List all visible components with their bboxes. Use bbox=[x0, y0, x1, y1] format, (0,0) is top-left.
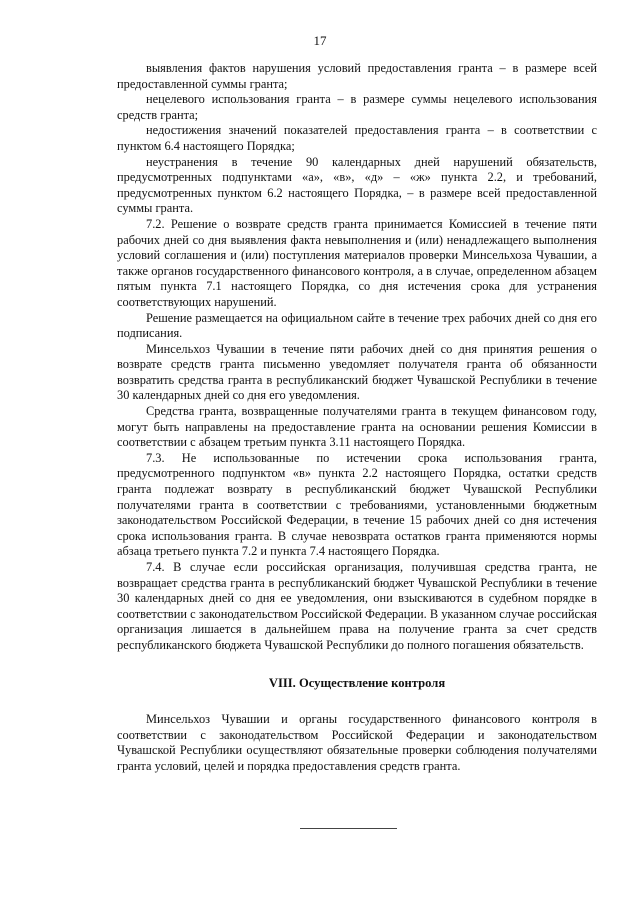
paragraph: Минсельхоз Чувашии в течение пяти рабочих дней со дня принятия решения о возврате средств гранта письменно уведомляет получателя гранта об обязанности возвратить средства гранта в республиканский бюджет Чувашской Республики в течение 30 календарных дней со дня его уведомления. bbox=[117, 341, 597, 403]
paragraph: неустранения в течение 90 календарных дней нарушений обязательств, предусмотренных подпунктами «а», «в», «д» – «ж» пункта 2.2, и требований, предусмотренных пунктом 6.2 настоящего Порядка, – в размере всей предоставленной суммы гранта. bbox=[117, 154, 597, 216]
document-body bbox=[117, 61, 597, 775]
paragraph: недостижения значений показателей предоставления гранта – в соответствии с пунктом 6.4 настоящего Порядка; bbox=[117, 123, 597, 153]
paragraph: нецелевого использования гранта – в размере суммы нецелевого использования средств гранта; bbox=[117, 92, 597, 122]
paragraph: Средства гранта, возвращенные получателями гранта в текущем финансовом году, могут быть направлены на предоставление гранта на основании решения Комиссии в соответствии с абзацем третьим пункта 3.11 настоящего Порядка. bbox=[117, 404, 597, 450]
section-heading: VIII. Осуществление контроля bbox=[268, 675, 446, 690]
paragraph: Решение размещается на официальном сайте в течение трех рабочих дней со дня его подписания. bbox=[117, 310, 597, 341]
paragraph: 7.4. В случае если российская организация, получившая средства гранта, не возвращает средства гранта в республиканский бюджет Чувашской Республики в течение 30 календарных дней со дня ее уведомления, они взыскиваются в судебном порядке в соответствии с законодательством Российской Федерации. В указанном случае российская организация лишается в дальнейшем права на получение гранта за счет средств республиканского бюджета Чувашской Республики до полного погашения обязательств. bbox=[117, 560, 597, 652]
page-number: 17 bbox=[313, 33, 327, 48]
paragraph: выявления фактов нарушения условий предоставления гранта – в размере всей предоставленной суммы гранта; bbox=[117, 61, 597, 91]
paragraph: 7.2. Решение о возврате средств гранта принимается Комиссией в течение пяти рабочих дней со дня выявления факта невыполнения и (или) ненадлежащего выполнения условий соглашения и (или) поступления материалов проверки Минсельхоза Чувашии, а также органов государственного финансового контроля, а в случае, определенном абзацем пятым пункта 7.1 настоящего Порядка, со дня истечения срока для устранения соответствующих нарушений. bbox=[117, 216, 597, 309]
footer-divider bbox=[300, 828, 397, 829]
closing-paragraph: Минсельхоз Чувашии и органы государственного финансового контроля в соответствии с законодательством Российской Федерации и законодательством Чувашской Республики осуществляют обязательные проверки соблюдения получателями гранта условий, целей и порядка предоставления средств гранта. bbox=[117, 712, 597, 773]
paragraph: 7.3. Не использованные по истечении срока использования гранта, предусмотренного подпунктом «в» пункта 2.2 настоящего Порядка, остатки средств гранта подлежат возврату в республиканский бюджет Чувашской Республики получателями гранта в соответствии с требованиями, установленными бюджетным законодательством Российской Федерации, в течение 15 рабочих дней со дня истечения срока использования гранта. В случае невозврата остатков гранта применяются нормы абзаца третьего пункта 7.2 и пункта 7.4 настоящего Порядка. bbox=[117, 450, 597, 559]
